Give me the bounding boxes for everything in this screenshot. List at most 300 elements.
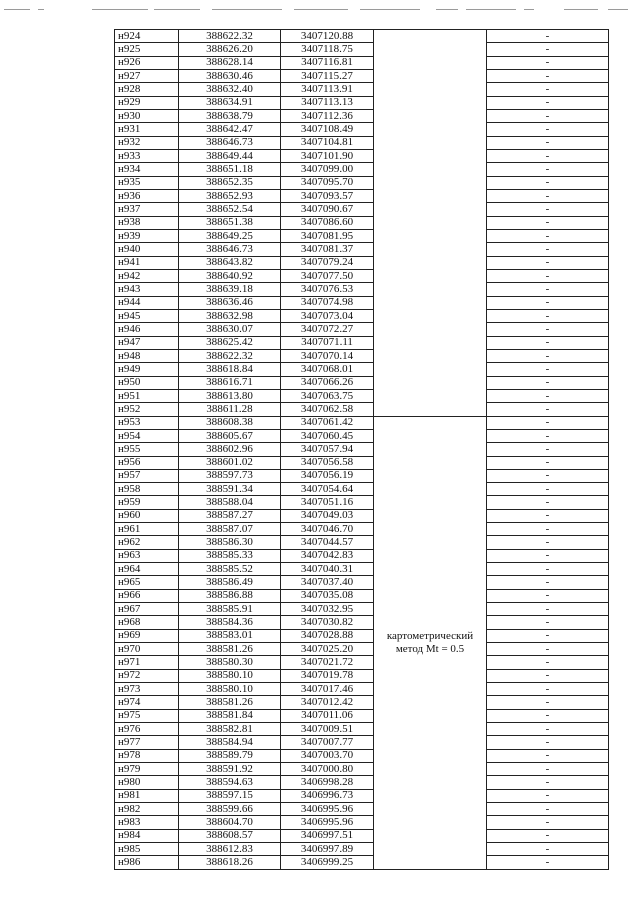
point-name: н967 bbox=[115, 603, 179, 616]
point-name: н970 bbox=[115, 643, 179, 656]
table-row bbox=[115, 149, 609, 162]
point-name: н954 bbox=[115, 429, 179, 442]
table-row bbox=[115, 403, 609, 416]
accuracy-dash: - bbox=[487, 549, 609, 562]
coord-y: 3406995.96 bbox=[281, 816, 374, 829]
accuracy-dash: - bbox=[487, 563, 609, 576]
point-name: н964 bbox=[115, 563, 179, 576]
table-row bbox=[115, 243, 609, 256]
coord-x: 388634.91 bbox=[179, 96, 281, 109]
coord-y: 3407040.31 bbox=[281, 563, 374, 576]
coord-y: 3406995.96 bbox=[281, 803, 374, 816]
point-name: н952 bbox=[115, 403, 179, 416]
table-row bbox=[115, 509, 609, 522]
table-row bbox=[115, 296, 609, 309]
accuracy-dash: - bbox=[487, 136, 609, 149]
coord-y: 3407051.16 bbox=[281, 496, 374, 509]
accuracy-dash: - bbox=[487, 443, 609, 456]
point-name: н927 bbox=[115, 69, 179, 82]
coord-y: 3407072.27 bbox=[281, 323, 374, 336]
table-row bbox=[115, 283, 609, 296]
point-name: н941 bbox=[115, 256, 179, 269]
point-name: н980 bbox=[115, 776, 179, 789]
accuracy-dash: - bbox=[487, 589, 609, 602]
table-row bbox=[115, 776, 609, 789]
table-row bbox=[115, 669, 609, 682]
method-cell-empty bbox=[374, 30, 487, 417]
table-row bbox=[115, 363, 609, 376]
coord-y: 3407021.72 bbox=[281, 656, 374, 669]
coord-x: 388581.84 bbox=[179, 709, 281, 722]
coord-y: 3407009.51 bbox=[281, 723, 374, 736]
coord-y: 3406998.28 bbox=[281, 776, 374, 789]
coord-x: 388613.80 bbox=[179, 389, 281, 402]
table-row bbox=[115, 443, 609, 456]
coord-y: 3407049.03 bbox=[281, 509, 374, 522]
coord-x: 388618.84 bbox=[179, 363, 281, 376]
point-name: н977 bbox=[115, 736, 179, 749]
coord-y: 3407073.04 bbox=[281, 309, 374, 322]
accuracy-dash: - bbox=[487, 736, 609, 749]
accuracy-dash: - bbox=[487, 629, 609, 642]
coord-y: 3407099.00 bbox=[281, 163, 374, 176]
table-row bbox=[115, 109, 609, 122]
table-row bbox=[115, 523, 609, 536]
point-name: н943 bbox=[115, 283, 179, 296]
accuracy-dash: - bbox=[487, 416, 609, 429]
accuracy-dash: - bbox=[487, 696, 609, 709]
coord-y: 3407115.27 bbox=[281, 69, 374, 82]
table-row bbox=[115, 389, 609, 402]
coord-x: 388646.73 bbox=[179, 136, 281, 149]
coord-x: 388628.14 bbox=[179, 56, 281, 69]
point-name: н975 bbox=[115, 709, 179, 722]
table-row bbox=[115, 789, 609, 802]
point-name: н958 bbox=[115, 483, 179, 496]
point-name: н936 bbox=[115, 189, 179, 202]
coord-x: 388580.10 bbox=[179, 683, 281, 696]
coord-x: 388612.83 bbox=[179, 843, 281, 856]
accuracy-dash: - bbox=[487, 229, 609, 242]
accuracy-dash: - bbox=[487, 203, 609, 216]
table-row bbox=[115, 69, 609, 82]
accuracy-dash: - bbox=[487, 509, 609, 522]
coord-y: 3407113.91 bbox=[281, 83, 374, 96]
table-row bbox=[115, 563, 609, 576]
accuracy-dash: - bbox=[487, 43, 609, 56]
coord-y: 3407070.14 bbox=[281, 349, 374, 362]
point-name: н969 bbox=[115, 629, 179, 642]
table-row bbox=[115, 456, 609, 469]
table-row bbox=[115, 829, 609, 842]
point-name: н942 bbox=[115, 269, 179, 282]
coord-x: 388618.26 bbox=[179, 856, 281, 869]
coord-x: 388585.91 bbox=[179, 603, 281, 616]
coord-x: 388643.82 bbox=[179, 256, 281, 269]
coord-y: 3407068.01 bbox=[281, 363, 374, 376]
accuracy-dash: - bbox=[487, 469, 609, 482]
table-row bbox=[115, 256, 609, 269]
table-row bbox=[115, 589, 609, 602]
coord-x: 388636.46 bbox=[179, 296, 281, 309]
accuracy-dash: - bbox=[487, 296, 609, 309]
point-name: н951 bbox=[115, 389, 179, 402]
coord-x: 388638.79 bbox=[179, 109, 281, 122]
coord-x: 388586.30 bbox=[179, 536, 281, 549]
table-row bbox=[115, 683, 609, 696]
table-row bbox=[115, 656, 609, 669]
coord-x: 388584.36 bbox=[179, 616, 281, 629]
point-name: н972 bbox=[115, 669, 179, 682]
table-row bbox=[115, 736, 609, 749]
accuracy-dash: - bbox=[487, 30, 609, 43]
table-row bbox=[115, 416, 609, 429]
coord-x: 388630.07 bbox=[179, 323, 281, 336]
point-name: н956 bbox=[115, 456, 179, 469]
accuracy-dash: - bbox=[487, 709, 609, 722]
coord-y: 3407063.75 bbox=[281, 389, 374, 402]
coord-y: 3407017.46 bbox=[281, 683, 374, 696]
coord-y: 3406996.73 bbox=[281, 789, 374, 802]
point-name: н944 bbox=[115, 296, 179, 309]
point-name: н978 bbox=[115, 749, 179, 762]
point-name: н934 bbox=[115, 163, 179, 176]
accuracy-dash: - bbox=[487, 856, 609, 869]
coord-x: 388651.38 bbox=[179, 216, 281, 229]
point-name: н957 bbox=[115, 469, 179, 482]
point-name: н939 bbox=[115, 229, 179, 242]
accuracy-dash: - bbox=[487, 269, 609, 282]
accuracy-dash: - bbox=[487, 829, 609, 842]
coord-x: 388608.57 bbox=[179, 829, 281, 842]
coord-y: 3407074.98 bbox=[281, 296, 374, 309]
accuracy-dash: - bbox=[487, 363, 609, 376]
coord-x: 388602.96 bbox=[179, 443, 281, 456]
coord-y: 3407044.57 bbox=[281, 536, 374, 549]
coord-y: 3407060.45 bbox=[281, 429, 374, 442]
coord-x: 388608.38 bbox=[179, 416, 281, 429]
coord-y: 3407042.83 bbox=[281, 549, 374, 562]
coord-y: 3407061.42 bbox=[281, 416, 374, 429]
table-row bbox=[115, 429, 609, 442]
coord-x: 388583.01 bbox=[179, 629, 281, 642]
point-name: н948 bbox=[115, 349, 179, 362]
point-name: н953 bbox=[115, 416, 179, 429]
table-row bbox=[115, 816, 609, 829]
table-row bbox=[115, 496, 609, 509]
coord-y: 3407086.60 bbox=[281, 216, 374, 229]
accuracy-dash: - bbox=[487, 216, 609, 229]
accuracy-dash: - bbox=[487, 96, 609, 109]
accuracy-dash: - bbox=[487, 723, 609, 736]
method-cell: картометрический метод Mt = 0.5 bbox=[374, 416, 487, 869]
table-row bbox=[115, 723, 609, 736]
coord-x: 388597.15 bbox=[179, 789, 281, 802]
point-name: н968 bbox=[115, 616, 179, 629]
accuracy-dash: - bbox=[487, 309, 609, 322]
accuracy-dash: - bbox=[487, 123, 609, 136]
accuracy-dash: - bbox=[487, 429, 609, 442]
coord-y: 3407037.40 bbox=[281, 576, 374, 589]
accuracy-dash: - bbox=[487, 323, 609, 336]
accuracy-dash: - bbox=[487, 83, 609, 96]
point-name: н960 bbox=[115, 509, 179, 522]
table-row bbox=[115, 483, 609, 496]
coord-x: 388591.34 bbox=[179, 483, 281, 496]
coord-y: 3407090.67 bbox=[281, 203, 374, 216]
point-name: н979 bbox=[115, 763, 179, 776]
table-row bbox=[115, 83, 609, 96]
coord-x: 388584.94 bbox=[179, 736, 281, 749]
table-row bbox=[115, 189, 609, 202]
coord-x: 388586.49 bbox=[179, 576, 281, 589]
point-name: н966 bbox=[115, 589, 179, 602]
coord-y: 3407062.58 bbox=[281, 403, 374, 416]
coord-y: 3407056.58 bbox=[281, 456, 374, 469]
coord-x: 388581.26 bbox=[179, 696, 281, 709]
coord-x: 388585.33 bbox=[179, 549, 281, 562]
accuracy-dash: - bbox=[487, 816, 609, 829]
coord-x: 388646.73 bbox=[179, 243, 281, 256]
coord-y: 3407007.77 bbox=[281, 736, 374, 749]
accuracy-dash: - bbox=[487, 69, 609, 82]
coord-x: 388591.92 bbox=[179, 763, 281, 776]
coord-x: 388652.93 bbox=[179, 189, 281, 202]
point-name: н982 bbox=[115, 803, 179, 816]
coord-x: 388640.92 bbox=[179, 269, 281, 282]
accuracy-dash: - bbox=[487, 256, 609, 269]
coord-x: 388601.02 bbox=[179, 456, 281, 469]
coord-y: 3407104.81 bbox=[281, 136, 374, 149]
point-name: н983 bbox=[115, 816, 179, 829]
table-row bbox=[115, 469, 609, 482]
table-row bbox=[115, 163, 609, 176]
table-row bbox=[115, 269, 609, 282]
coord-y: 3407056.19 bbox=[281, 469, 374, 482]
coord-x: 388605.67 bbox=[179, 429, 281, 442]
coord-y: 3407054.64 bbox=[281, 483, 374, 496]
table-row bbox=[115, 56, 609, 69]
coord-y: 3407028.88 bbox=[281, 629, 374, 642]
table-row bbox=[115, 576, 609, 589]
table-row bbox=[115, 763, 609, 776]
coord-x: 388589.79 bbox=[179, 749, 281, 762]
table-row bbox=[115, 856, 609, 869]
table-row bbox=[115, 376, 609, 389]
accuracy-dash: - bbox=[487, 403, 609, 416]
coord-y: 3407035.08 bbox=[281, 589, 374, 602]
accuracy-dash: - bbox=[487, 176, 609, 189]
table-row bbox=[115, 96, 609, 109]
accuracy-dash: - bbox=[487, 603, 609, 616]
point-name: н932 bbox=[115, 136, 179, 149]
coord-x: 388587.07 bbox=[179, 523, 281, 536]
coord-y: 3407120.88 bbox=[281, 30, 374, 43]
accuracy-dash: - bbox=[487, 669, 609, 682]
table-row bbox=[115, 123, 609, 136]
coord-y: 3407000.80 bbox=[281, 763, 374, 776]
point-name: н929 bbox=[115, 96, 179, 109]
point-name: н938 bbox=[115, 216, 179, 229]
coord-y: 3407071.11 bbox=[281, 336, 374, 349]
accuracy-dash: - bbox=[487, 163, 609, 176]
coord-x: 388581.26 bbox=[179, 643, 281, 656]
coord-x: 388585.52 bbox=[179, 563, 281, 576]
coord-x: 388599.66 bbox=[179, 803, 281, 816]
point-name: н973 bbox=[115, 683, 179, 696]
coord-x: 388616.71 bbox=[179, 376, 281, 389]
table-row bbox=[115, 603, 609, 616]
accuracy-dash: - bbox=[487, 843, 609, 856]
coord-y: 3407077.50 bbox=[281, 269, 374, 282]
point-name: н962 bbox=[115, 536, 179, 549]
coord-y: 3407032.95 bbox=[281, 603, 374, 616]
coord-y: 3407112.36 bbox=[281, 109, 374, 122]
point-name: н945 bbox=[115, 309, 179, 322]
coord-x: 388580.30 bbox=[179, 656, 281, 669]
coord-y: 3407081.95 bbox=[281, 229, 374, 242]
coord-y: 3407025.20 bbox=[281, 643, 374, 656]
coord-x: 388587.27 bbox=[179, 509, 281, 522]
point-name: н933 bbox=[115, 149, 179, 162]
table-row bbox=[115, 803, 609, 816]
coord-y: 3407076.53 bbox=[281, 283, 374, 296]
coord-y: 3407108.49 bbox=[281, 123, 374, 136]
coordinates-table bbox=[114, 29, 609, 870]
table-row bbox=[115, 323, 609, 336]
table-row bbox=[115, 696, 609, 709]
table-row bbox=[115, 336, 609, 349]
table-row bbox=[115, 43, 609, 56]
table-row bbox=[115, 843, 609, 856]
point-name: н931 bbox=[115, 123, 179, 136]
coord-x: 388626.20 bbox=[179, 43, 281, 56]
point-name: н926 bbox=[115, 56, 179, 69]
coord-x: 388622.32 bbox=[179, 349, 281, 362]
coord-x: 388622.32 bbox=[179, 30, 281, 43]
point-name: н949 bbox=[115, 363, 179, 376]
accuracy-dash: - bbox=[487, 56, 609, 69]
point-name: н928 bbox=[115, 83, 179, 96]
table-row bbox=[115, 629, 609, 642]
accuracy-dash: - bbox=[487, 776, 609, 789]
coord-x: 388597.73 bbox=[179, 469, 281, 482]
accuracy-dash: - bbox=[487, 656, 609, 669]
table-row bbox=[115, 229, 609, 242]
coord-y: 3407066.26 bbox=[281, 376, 374, 389]
coord-y: 3407057.94 bbox=[281, 443, 374, 456]
accuracy-dash: - bbox=[487, 349, 609, 362]
table-row bbox=[115, 176, 609, 189]
coord-x: 388582.81 bbox=[179, 723, 281, 736]
accuracy-dash: - bbox=[487, 243, 609, 256]
header-rule-remnant bbox=[4, 9, 636, 12]
accuracy-dash: - bbox=[487, 336, 609, 349]
point-name: н937 bbox=[115, 203, 179, 216]
accuracy-dash: - bbox=[487, 803, 609, 816]
accuracy-dash: - bbox=[487, 109, 609, 122]
coord-x: 388651.18 bbox=[179, 163, 281, 176]
accuracy-dash: - bbox=[487, 789, 609, 802]
coord-y: 3407093.57 bbox=[281, 189, 374, 202]
coord-y: 3407113.13 bbox=[281, 96, 374, 109]
coord-y: 3407116.81 bbox=[281, 56, 374, 69]
accuracy-dash: - bbox=[487, 749, 609, 762]
coord-x: 388649.25 bbox=[179, 229, 281, 242]
coord-y: 3407030.82 bbox=[281, 616, 374, 629]
table-row bbox=[115, 349, 609, 362]
point-name: н965 bbox=[115, 576, 179, 589]
coord-x: 388604.70 bbox=[179, 816, 281, 829]
point-name: н924 bbox=[115, 30, 179, 43]
coord-x: 388588.04 bbox=[179, 496, 281, 509]
point-name: н959 bbox=[115, 496, 179, 509]
coord-x: 388652.54 bbox=[179, 203, 281, 216]
point-name: н935 bbox=[115, 176, 179, 189]
coord-y: 3406997.89 bbox=[281, 843, 374, 856]
point-name: н963 bbox=[115, 549, 179, 562]
accuracy-dash: - bbox=[487, 536, 609, 549]
coord-y: 3407079.24 bbox=[281, 256, 374, 269]
table-row bbox=[115, 709, 609, 722]
point-name: н940 bbox=[115, 243, 179, 256]
coord-y: 3407095.70 bbox=[281, 176, 374, 189]
coord-y: 3407081.37 bbox=[281, 243, 374, 256]
coord-x: 388632.98 bbox=[179, 309, 281, 322]
point-name: н955 bbox=[115, 443, 179, 456]
accuracy-dash: - bbox=[487, 763, 609, 776]
table-row bbox=[115, 136, 609, 149]
accuracy-dash: - bbox=[487, 283, 609, 296]
accuracy-dash: - bbox=[487, 456, 609, 469]
point-name: н985 bbox=[115, 843, 179, 856]
coord-y: 3407101.90 bbox=[281, 149, 374, 162]
coord-x: 388632.40 bbox=[179, 83, 281, 96]
accuracy-dash: - bbox=[487, 149, 609, 162]
accuracy-dash: - bbox=[487, 523, 609, 536]
coord-y: 3407019.78 bbox=[281, 669, 374, 682]
point-name: н950 bbox=[115, 376, 179, 389]
accuracy-dash: - bbox=[487, 683, 609, 696]
accuracy-dash: - bbox=[487, 483, 609, 496]
coord-x: 388625.42 bbox=[179, 336, 281, 349]
coord-x: 388642.47 bbox=[179, 123, 281, 136]
coord-y: 3407012.42 bbox=[281, 696, 374, 709]
accuracy-dash: - bbox=[487, 496, 609, 509]
accuracy-dash: - bbox=[487, 389, 609, 402]
coord-y: 3406999.25 bbox=[281, 856, 374, 869]
table-row bbox=[115, 216, 609, 229]
coord-x: 388580.10 bbox=[179, 669, 281, 682]
coord-y: 3407118.75 bbox=[281, 43, 374, 56]
point-name: н947 bbox=[115, 336, 179, 349]
point-name: н986 bbox=[115, 856, 179, 869]
point-name: н976 bbox=[115, 723, 179, 736]
table-row bbox=[115, 549, 609, 562]
coord-y: 3407046.70 bbox=[281, 523, 374, 536]
point-name: н946 bbox=[115, 323, 179, 336]
accuracy-dash: - bbox=[487, 576, 609, 589]
coord-x: 388639.18 bbox=[179, 283, 281, 296]
point-name: н930 bbox=[115, 109, 179, 122]
table-row bbox=[115, 643, 609, 656]
point-name: н961 bbox=[115, 523, 179, 536]
coord-x: 388586.88 bbox=[179, 589, 281, 602]
accuracy-dash: - bbox=[487, 643, 609, 656]
table-row bbox=[115, 749, 609, 762]
point-name: н981 bbox=[115, 789, 179, 802]
accuracy-dash: - bbox=[487, 189, 609, 202]
